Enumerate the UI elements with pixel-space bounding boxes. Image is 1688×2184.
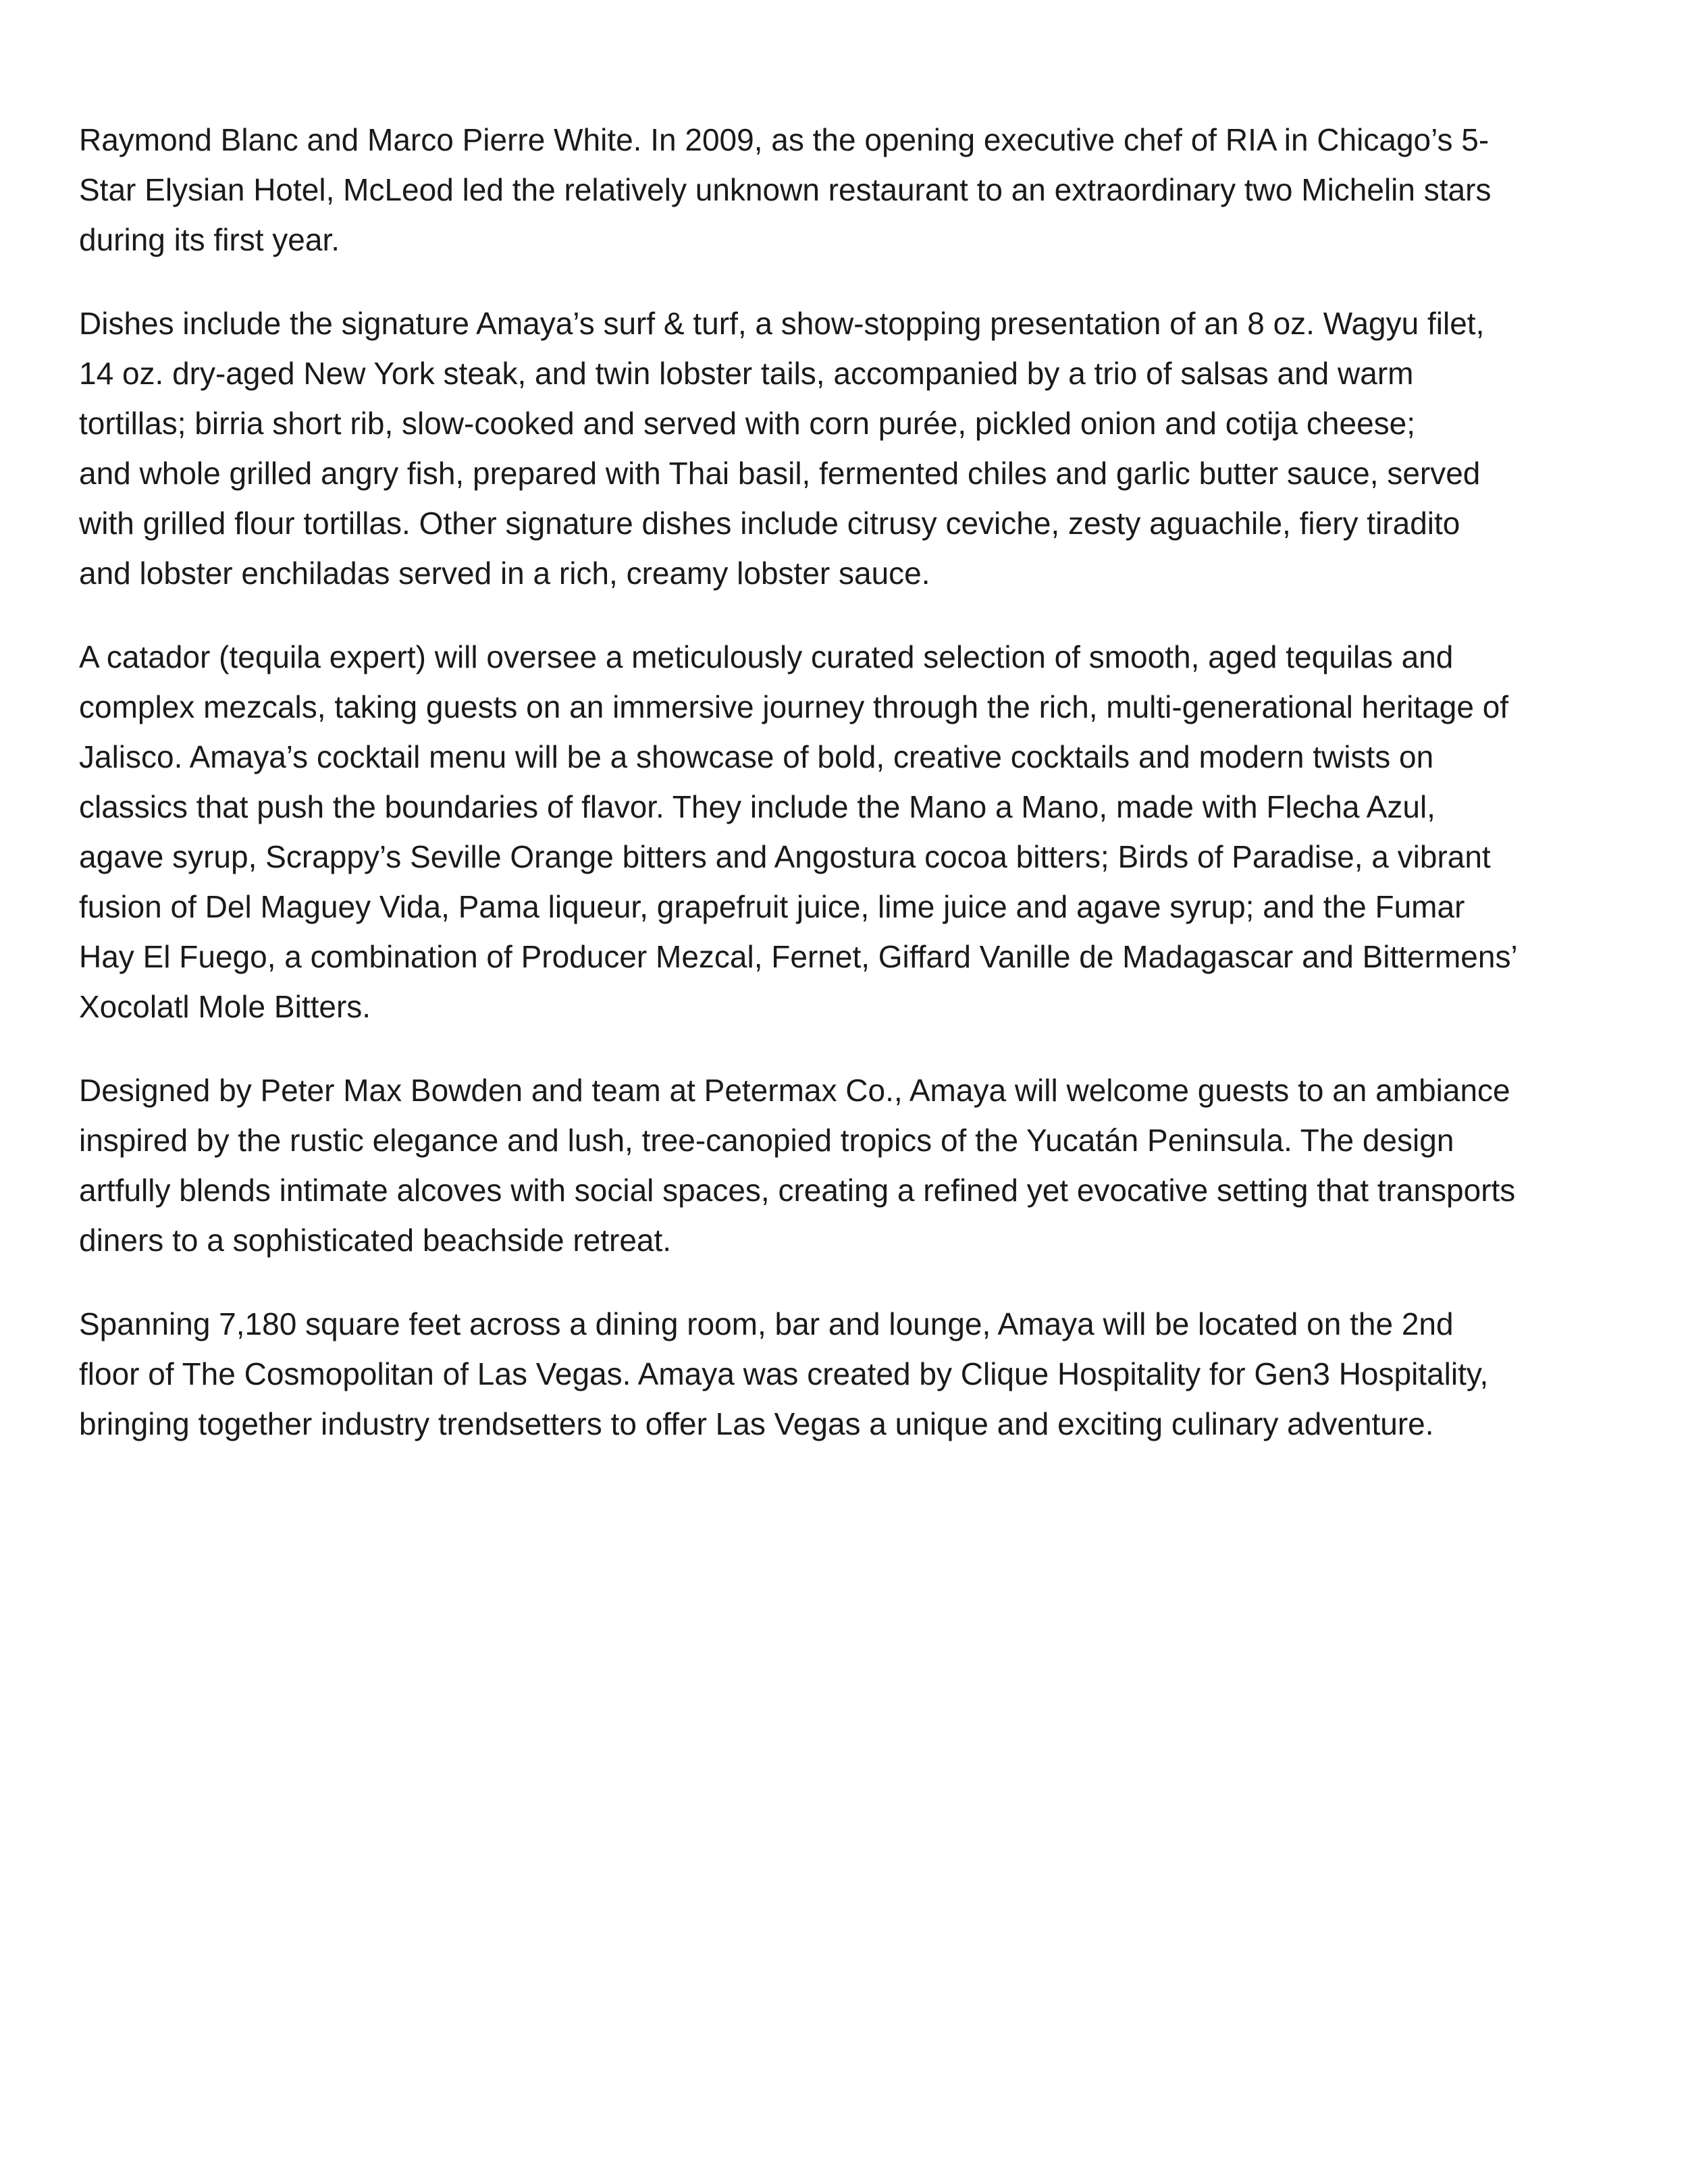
- paragraph-line: fusion of Del Maguey Vida, Pama liqueur, grapefruit juice, lime juice and agave syrup; and the Fumar: [79, 889, 1465, 924]
- paragraph-line: Xocolatl Mole Bitters.: [79, 989, 371, 1024]
- paragraph-line: Spanning 7,180 square feet across a dining room, bar and lounge, Amaya will be located on the 2nd: [79, 1306, 1454, 1341]
- paragraph-line: and whole grilled angry fish, prepared with Thai basil, fermented chiles and garlic butter sauce, served: [79, 456, 1481, 491]
- paragraph-line: with grilled flour tortillas. Other signature dishes include citrusy ceviche, zesty aguachile, fiery tiradito: [79, 506, 1460, 541]
- paragraph-line: diners to a sophisticated beachside retreat.: [79, 1223, 672, 1258]
- paragraph-design: [79, 1065, 1625, 1265]
- paragraph-line: bringing together industry trendsetters to offer Las Vegas a unique and exciting culinary adventure.: [79, 1406, 1434, 1441]
- paragraph-cocktails: [79, 632, 1625, 1032]
- paragraph-line: agave syrup, Scrappy’s Seville Orange bitters and Angostura cocoa bitters; Birds of Paradise, a vibrant: [79, 839, 1491, 874]
- paragraph-line: 14 oz. dry-aged New York steak, and twin lobster tails, accompanied by a trio of salsas and warm: [79, 356, 1414, 391]
- document-body: [79, 115, 1625, 1483]
- paragraph-line: Jalisco. Amaya’s cocktail menu will be a showcase of bold, creative cocktails and modern twists on: [79, 739, 1434, 774]
- paragraph-line: tortillas; birria short rib, slow-cooked and served with corn purée, pickled onion and cotija cheese;: [79, 406, 1416, 441]
- paragraph-chef-background: [79, 115, 1625, 265]
- paragraph-line: and lobster enchiladas served in a rich, creamy lobster sauce.: [79, 556, 930, 591]
- paragraph-line: complex mezcals, taking guests on an immersive journey through the rich, multi-generational heritage of: [79, 689, 1509, 724]
- paragraph-line: Hay El Fuego, a combination of Producer Mezcal, Fernet, Giffard Vanille de Madagascar and Bittermens’: [79, 939, 1518, 974]
- paragraph-line: Designed by Peter Max Bowden and team at Petermax Co., Amaya will welcome guests to an ambiance: [79, 1073, 1510, 1108]
- paragraph-line: inspired by the rustic elegance and lush, tree-canopied tropics of the Yucatán Peninsula. The design: [79, 1123, 1454, 1158]
- paragraph-line: classics that push the boundaries of flavor. They include the Mano a Mano, made with Flecha Azul,: [79, 789, 1435, 824]
- paragraph-location: [79, 1299, 1625, 1449]
- paragraph-line: Raymond Blanc and Marco Pierre White. In 2009, as the opening executive chef of RIA in Chicago’s 5-: [79, 122, 1489, 157]
- paragraph-line: A catador (tequila expert) will oversee a meticulously curated selection of smooth, aged tequilas and: [79, 639, 1454, 674]
- paragraph-line: Star Elysian Hotel, McLeod led the relatively unknown restaurant to an extraordinary two Michelin stars: [79, 172, 1492, 207]
- paragraph-line: floor of The Cosmopolitan of Las Vegas. Amaya was created by Clique Hospitality for Gen3 Hospitality,: [79, 1356, 1489, 1391]
- paragraph-line: artfully blends intimate alcoves with social spaces, creating a refined yet evocative setting that transports: [79, 1173, 1516, 1208]
- paragraph-line: during its first year.: [79, 222, 340, 257]
- paragraph-dishes: [79, 298, 1625, 598]
- paragraph-line: Dishes include the signature Amaya’s surf & turf, a show-stopping presentation of an 8 oz. Wagyu filet,: [79, 306, 1485, 341]
